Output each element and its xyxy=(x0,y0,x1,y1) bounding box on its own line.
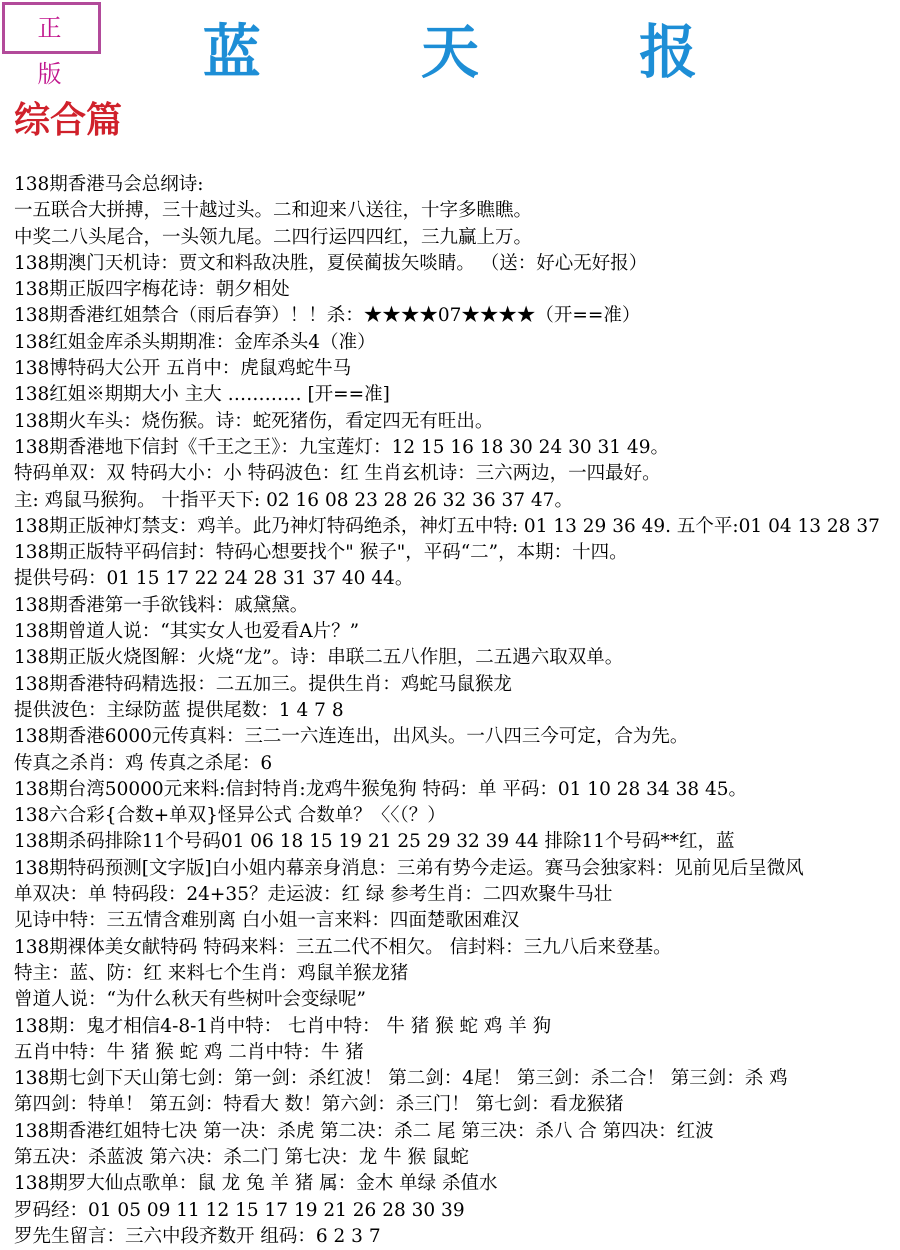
content-line: 主: 鸡鼠马猴狗。 十指平天下: 02 16 08 23 28 26 32 36 37 47。 xyxy=(14,489,573,511)
content-line: 138期杀码排除11个号码01 06 18 15 19 21 25 29 32 39 44 排除11个号码**红，蓝 xyxy=(14,831,735,853)
content-line: 罗码经：01 05 09 11 12 15 17 19 21 26 28 30 39 xyxy=(14,1199,465,1221)
content-line: 138期裸体美女献特码 特码来料：三五二代不相欠。 信封料：三九八后来登基。 xyxy=(14,936,672,958)
content-line: 单双决：单 特码段：24+35？走运波：红 绿 参考生肖：二四欢聚牛马壮 xyxy=(14,884,613,906)
content-line: 提供号码：01 15 17 22 24 28 31 37 40 44。 xyxy=(14,568,414,590)
content-line: 138期香港红姐禁合（雨后春笋）！！杀：★★★★07★★★★（开==准） xyxy=(14,305,641,327)
content-line: 138六合彩{合数+单双}怪异公式 合数单？〈〈（？） xyxy=(14,805,446,827)
content-line: 138期香港特码精选报：二五加三。提供生肖：鸡蛇马鼠猴龙 xyxy=(14,673,512,695)
page-title: 蓝 天 报 xyxy=(202,18,768,86)
content-line: 第五决：杀蓝波 第六决：杀二门 第七决：龙 牛 猴 鼠蛇 xyxy=(14,1146,469,1168)
content-line: 138期香港马会总纲诗: xyxy=(14,174,204,195)
content-line: 138期火车头：烧伤猴。诗：蛇死猪伤，看定四无有旺出。 xyxy=(14,410,494,432)
content-line: 138博特码大公开 五肖中：虎鼠鸡蛇牛马 xyxy=(14,358,352,380)
genuine-badge: 正 版 xyxy=(2,2,101,54)
section-title: 综合篇 xyxy=(14,99,123,141)
content-line: 138期正版火烧图解：火烧“龙”。诗：串联二五八作胆，二五遇六取双单。 xyxy=(14,647,624,669)
content-line: 五肖中特：牛 猪 猴 蛇 鸡 二肖中特：牛 猪 xyxy=(14,1041,364,1063)
content-line: 138期特码预测[文字版]白小姐内幕亲身消息：三弟有势今走运。赛马会独家料：见前见后呈微风 xyxy=(14,857,804,879)
content-line: 138期七剑下天山第七剑：第一剑：杀红波！ 第二剑：4尾！ 第三剑：杀二合！ 第三剑：杀 鸡 xyxy=(14,1068,788,1090)
content-line: 罗先生留言：三六中段齐数开 组码：6 2 3 7 xyxy=(14,1225,381,1247)
content-line: 138期澳门天机诗：贾文和料敌决胜，夏侯蔺拔矢啖睛。 （送：好心无好报） xyxy=(14,252,648,274)
content-line: 138红姐※期期大小 主大 ………… [开==准] xyxy=(14,384,390,406)
content-line: 138期正版四字梅花诗：朝夕相处 xyxy=(14,279,290,301)
content-line: 一五联合大拼搏，三十越过头。二和迎来八送往，十字多瞧瞧。 xyxy=(14,200,533,222)
content-line: 138期香港红姐特七决 第一决：杀虎 第二决：杀二 尾 第三决：杀八 合 第四决：红波 xyxy=(14,1120,714,1142)
content-line: 138期台湾50000元来料:信封特肖:龙鸡牛猴兔狗 特码：单 平码：01 10 28 34 38 45。 xyxy=(14,778,748,800)
content-line: 特主：蓝、防：红 来料七个生肖：鸡鼠羊猴龙猪 xyxy=(14,962,409,984)
content-line: 138期香港地下信封《千王之王》：九宝莲灯：12 15 16 18 30 24 30 31 49。 xyxy=(14,436,669,458)
content-line: 138期罗大仙点歌单：鼠 龙 兔 羊 猪 属：金木 单绿 杀值水 xyxy=(14,1173,498,1195)
content-line: 曾道人说：“为什么秋天有些树叶会变绿呢” xyxy=(14,989,366,1011)
content-line: 138期香港6000元传真料：三二一六连连出，出风头。一八四三今可定，合为先。 xyxy=(14,726,689,748)
content-line: 138期香港第一手欲钱料：戚黛黛。 xyxy=(14,594,309,616)
content-line: 138期正版神灯禁支：鸡羊。此乃神灯特码绝杀，神灯五中特: 01 13 29 36 49. 五个平:01 04 13 28 37 xyxy=(14,515,880,537)
content-lines xyxy=(14,172,898,1250)
content-line: 见诗中特：三五情含难别离 白小姐一言来料：四面楚歌困难汉 xyxy=(14,910,520,932)
content-line: 138期：鬼才相信4-8-1肖中特： 七肖中特： 牛 猪 猴 蛇 鸡 羊 狗 xyxy=(14,1015,552,1037)
content-line: 中奖二八头尾合，一头领九尾。二四行运四四红，三九赢上万。 xyxy=(14,226,533,248)
content-line: 传真之杀肖：鸡 传真之杀尾：6 xyxy=(14,752,273,774)
content-line: 138期曾道人说：“其实女人也爱看A片？” xyxy=(14,621,360,643)
content-line: 138期正版特平码信封：特码心想要找个" 猴子"，平码“二”，本期：十四。 xyxy=(14,542,628,564)
content-line: 提供波色：主绿防蓝 提供尾数：1 4 7 8 xyxy=(14,699,344,721)
content-line: 第四剑：特单！ 第五剑：特看大 数！第六剑：杀三门！ 第七剑：看龙猴猪 xyxy=(14,1094,624,1116)
content-line: 138红姐金库杀头期期准：金库杀头4（准） xyxy=(14,331,376,353)
content-line: 特码单双：双 特码大小：小 特码波色：红 生肖玄机诗：三六两边，一四最好。 xyxy=(14,463,661,485)
